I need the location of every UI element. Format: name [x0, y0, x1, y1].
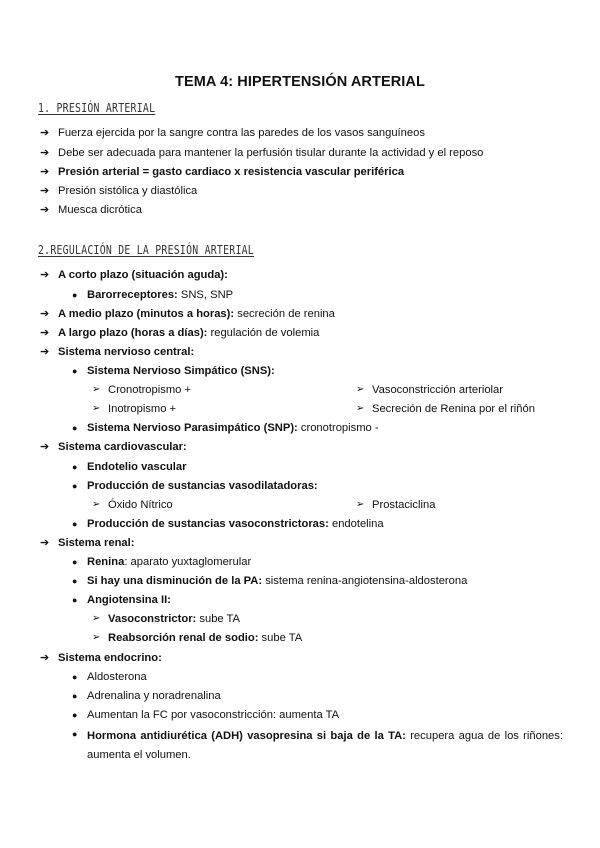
list-item: Barorreceptores: SNS, SNP [87, 289, 234, 301]
dot-bullet-icon: ● [72, 290, 78, 300]
dot-bullet-icon: ● [72, 423, 78, 433]
list-item: Presión sistólica y diastólica [58, 185, 198, 197]
list-item: A largo plazo (horas a días): regulación de volemia [58, 327, 320, 339]
dot-bullet-icon: ● [72, 691, 78, 701]
arrow-bullet-icon: ➔ [40, 308, 50, 320]
dot-bullet-icon: ● [72, 481, 78, 491]
arrow-bullet-icon: ➔ [40, 269, 50, 281]
list-item: Cronotropismo + [108, 384, 192, 396]
chevron-bullet-icon: ➢ [356, 499, 365, 510]
arrow-bullet-icon: ➔ [40, 147, 50, 159]
list-item: A corto plazo (situación aguda): [58, 269, 228, 281]
list-item: Aumentan la FC por vasoconstricción: aumenta TA [87, 709, 340, 721]
arrow-bullet-icon: ➔ [40, 204, 50, 216]
list-item: Fuerza ejercida por la sangre contra las paredes de los vasos sanguíneos [58, 127, 425, 139]
list-item: Reabsorción renal de sodio: sube TA [108, 632, 303, 644]
arrow-bullet-icon: ➔ [40, 652, 50, 664]
dot-bullet-icon: ● [72, 729, 78, 739]
list-item: Inotropismo + [108, 403, 177, 415]
dot-bullet-icon: ● [72, 557, 78, 567]
chevron-bullet-icon: ➢ [92, 613, 101, 624]
dot-bullet-icon: ● [72, 366, 78, 376]
arrow-bullet-icon: ➔ [40, 166, 50, 178]
chevron-bullet-icon: ➢ [92, 384, 101, 395]
list-item: Vasoconstrictor: sube TA [108, 613, 241, 625]
arrow-bullet-icon: ➔ [40, 441, 50, 453]
list-item: Producción de sustancias vasodilatadoras: [87, 480, 318, 492]
list-item: Muesca dicrótica [58, 204, 142, 216]
section-2-heading: 2.REGULACIÓN DE LA PRESIÓN ARTERIAL [38, 243, 254, 257]
list-item: Presión arterial = gasto cardiaco x resistencia vascular periférica [58, 166, 405, 178]
page-title: TEMA 4: HIPERTENSIÓN ARTERIAL [175, 74, 425, 90]
list-item: Endotelio vascular [87, 461, 187, 473]
list-item: Sistema Nervioso Simpático (SNS): [87, 365, 275, 377]
list-item: Aldosterona [87, 671, 147, 683]
chevron-bullet-icon: ➢ [356, 403, 365, 414]
dot-bullet-icon: ● [72, 672, 78, 682]
list-item: Hormona antidiurética (ADH) vasopresina si baja de la TA: recupera agua de los riñones: aumenta el volumen. [87, 730, 563, 761]
dot-bullet-icon: ● [72, 519, 78, 529]
arrow-bullet-icon: ➔ [40, 327, 50, 339]
dot-bullet-icon: ● [72, 710, 78, 720]
list-item: Secreción de Renina por el riñón [372, 403, 535, 415]
dot-bullet-icon: ● [72, 576, 78, 586]
list-item: Si hay una disminución de la PA: sistema renina-angiotensina-aldosterona [87, 575, 468, 587]
list-item: Sistema cardiovascular: [58, 441, 187, 453]
list-item: Sistema renal: [58, 537, 135, 549]
dot-bullet-icon: ● [72, 462, 78, 472]
chevron-bullet-icon: ➢ [92, 632, 101, 643]
list-item: Vasoconstricción arteriolar [372, 384, 503, 396]
list-item: Sistema nervioso central: [58, 346, 195, 358]
list-item: Sistema Nervioso Parasimpático (SNP): cronotropismo - [87, 422, 379, 434]
list-item: Adrenalina y noradrenalina [87, 690, 221, 702]
list-item: Sistema endocrino: [58, 652, 162, 664]
chevron-bullet-icon: ➢ [92, 499, 101, 510]
arrow-bullet-icon: ➔ [40, 185, 50, 197]
arrow-bullet-icon: ➔ [40, 346, 50, 358]
chevron-bullet-icon: ➢ [92, 403, 101, 414]
list-item: Producción de sustancias vasoconstrictoras: endotelina [87, 518, 384, 530]
section-1-heading: 1. PRESIÓN ARTERIAL [38, 101, 156, 115]
list-item: Debe ser adecuada para mantener la perfusión tisular durante la actividad y el reposo [58, 147, 484, 159]
list-item: Prostaciclina [372, 499, 436, 511]
list-item: Renina: aparato yuxtaglomerular [87, 556, 252, 568]
chevron-bullet-icon: ➢ [356, 384, 365, 395]
arrow-bullet-icon: ➔ [40, 127, 50, 139]
dot-bullet-icon: ● [72, 595, 78, 605]
list-item: A medio plazo (minutos a horas): secreción de renina [58, 308, 335, 320]
arrow-bullet-icon: ➔ [40, 537, 50, 549]
list-item: Angiotensina II: [87, 594, 171, 606]
list-item: Óxido Nítrico [108, 499, 173, 511]
